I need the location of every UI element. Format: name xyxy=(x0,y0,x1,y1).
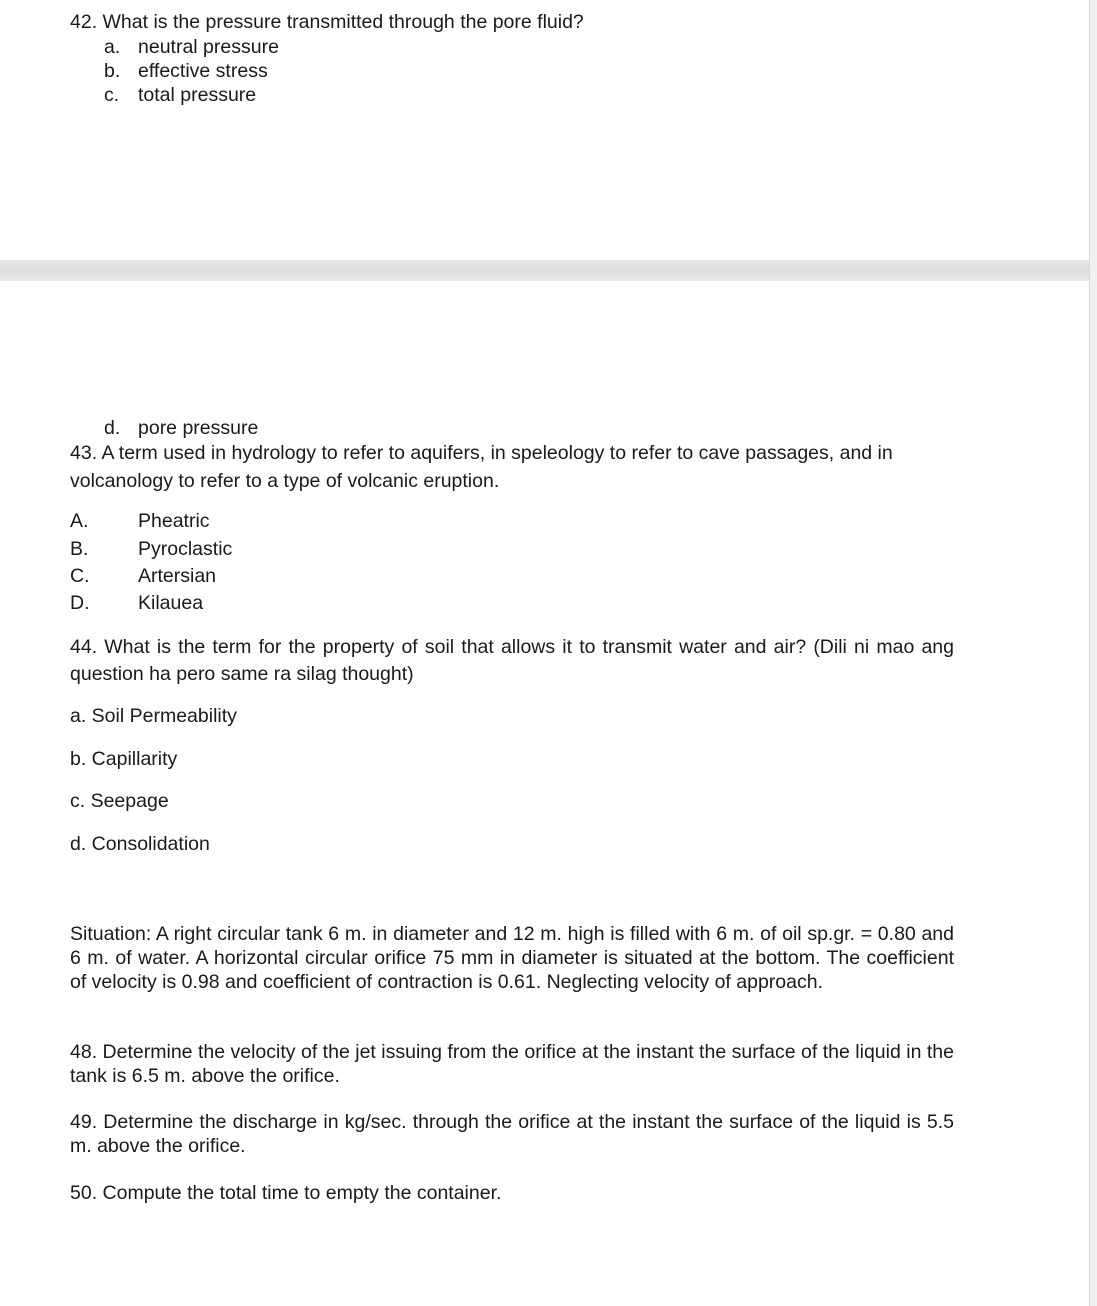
q42-option-c: total pressure xyxy=(138,84,257,106)
situation-text: Situation: A right circular tank 6 m. in diameter and 12 m. high is filled with 6 m. of oil sp.gr. = 0.80 and 6 m. of water. A horizontal circular orifice 75 mm in diameter is situated at the bottom. The coefficient of velocity is 0.98 and coefficient of contraction is 0.61. Neglecting velocity of approach. xyxy=(70,923,954,993)
q44-option-a: a. Soil Permeability xyxy=(70,705,237,727)
q43-option-b: Pyroclastic xyxy=(138,538,233,560)
question-50: 50. Compute the total time to empty the container. xyxy=(70,1182,502,1204)
q43-option-d-letter: D. xyxy=(70,592,90,614)
question-49: 49. Determine the discharge in kg/sec. through the orifice at the instant the surface of the liquid is 5.5 m. above the orifice. xyxy=(70,1111,954,1157)
page-separator xyxy=(0,260,1097,281)
q42-option-c-letter: c. xyxy=(104,84,120,106)
q43-option-a: Pheatric xyxy=(138,510,210,532)
q42-option-d: pore pressure xyxy=(138,417,259,439)
q42-option-d-letter: d. xyxy=(104,417,121,439)
q44-option-d: d. Consolidation xyxy=(70,833,210,855)
q44-option-c: c. Seepage xyxy=(70,790,169,812)
question-43: 43. A term used in hydrology to refer to aquifers, in speleology to refer to cave passages, and in volcanology to refer to a type of volcanic eruption. xyxy=(70,442,893,492)
q42-option-b: effective stress xyxy=(138,60,268,82)
q43-option-c: Artersian xyxy=(138,565,217,587)
q43-option-c-letter: C. xyxy=(70,565,90,587)
question-42: 42. What is the pressure transmitted through the pore fluid? xyxy=(70,11,584,33)
q42-option-a-letter: a. xyxy=(104,36,121,58)
question-44: 44. What is the term for the property of soil that allows it to transmit water and air? (Dili ni mao ang question ha pero same ra silag thought) xyxy=(70,636,954,685)
page-edge xyxy=(1089,0,1097,1306)
q42-option-b-letter: b. xyxy=(104,60,121,82)
q44-option-b: b. Capillarity xyxy=(70,748,178,770)
q42-option-a: neutral pressure xyxy=(138,36,279,58)
question-48: 48. Determine the velocity of the jet issuing from the orifice at the instant the surface of the liquid in the tank is 6.5 m. above the orifice. xyxy=(70,1041,954,1087)
q43-option-d: Kilauea xyxy=(138,592,204,614)
q43-option-b-letter: B. xyxy=(70,538,89,560)
q43-option-a-letter: A. xyxy=(70,510,89,532)
